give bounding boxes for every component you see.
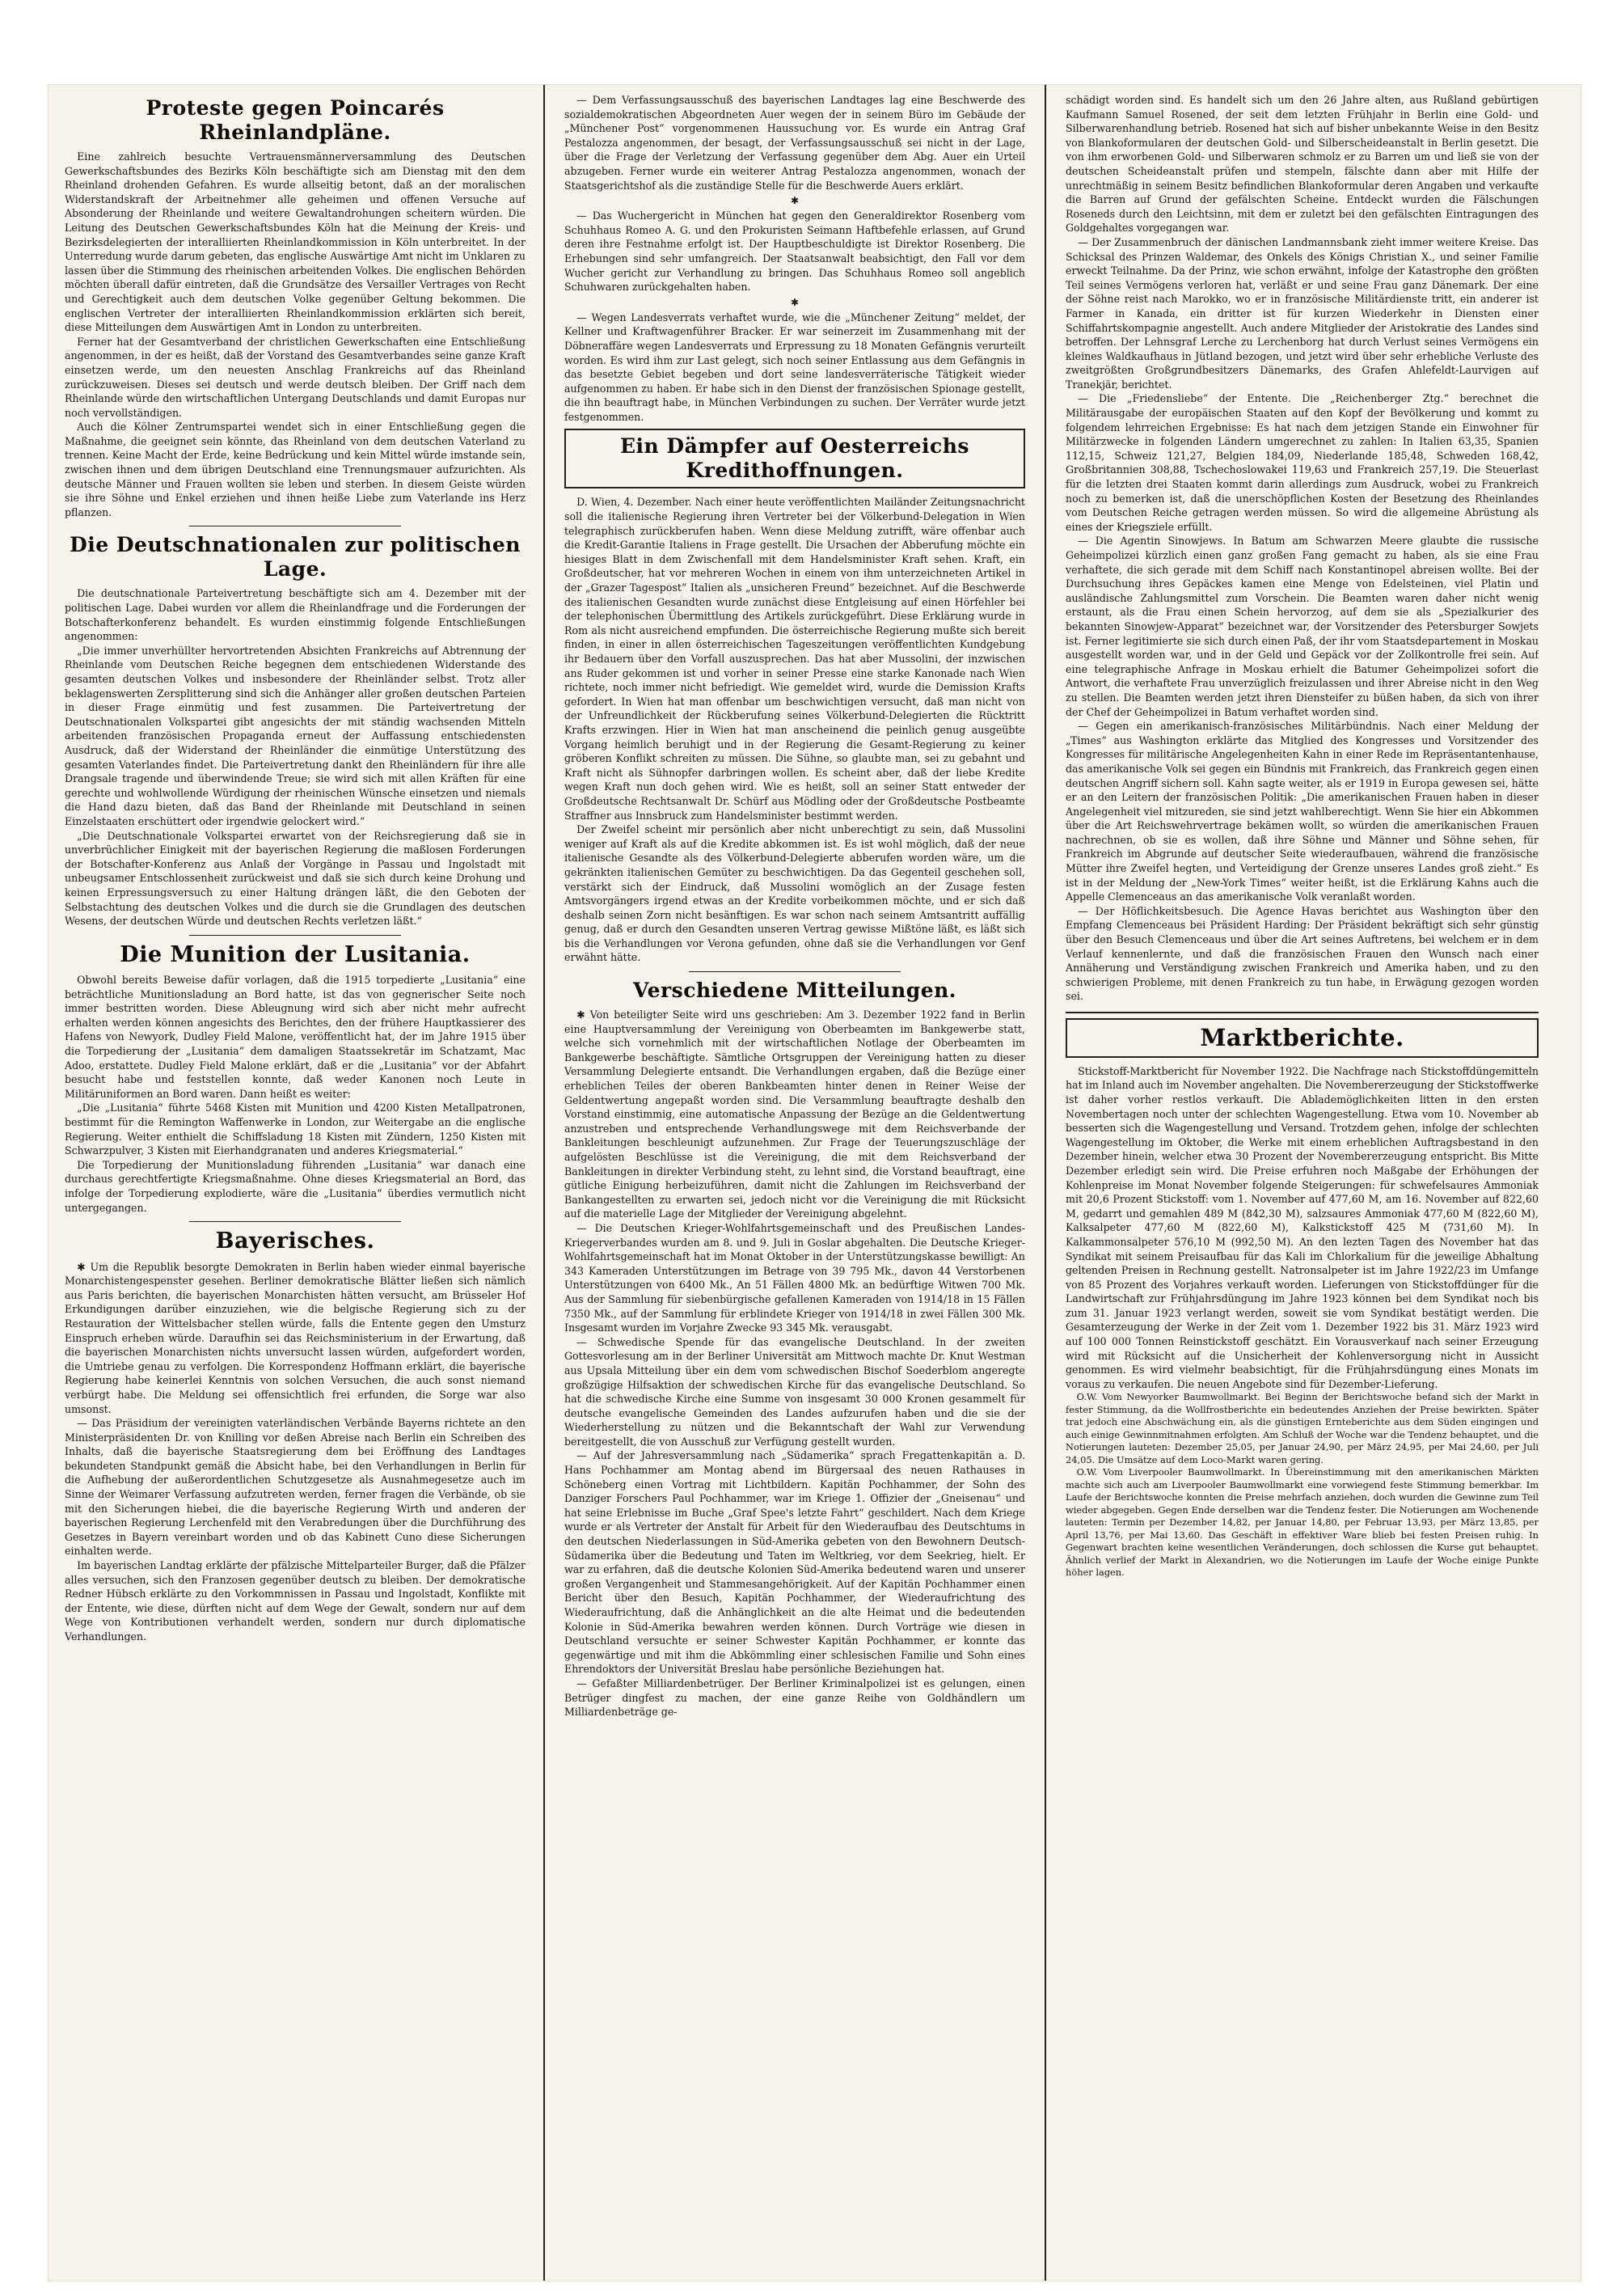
article-paragraph: — Das Wuchergericht in München hat gegen den Generaldirektor Rosenberg vom Schuhhaus Romeo A. G. und den Prokuristen Seimann Haftbefehle erlassen, auf Grund deren ihre Festnahme erfolgt ist. Der Hauptbeschuldigte ist Direktor Rosenberg. Die Erhebungen sind sehr umfangreich. Der Staatsanwalt beabsichtigt, den Fall vor dem Wucher gericht zur Verhandlung zu bringen. Das Schuhhaus Romeo soll angeblich Schuhwaren zurückgehalten haben. <box>564 209 1025 294</box>
article-paragraph: — Auf der Jahresversammlung nach „Südamerika“ sprach Fregattenkapitän a. D. Hans Pochhammer am Montag abend im Bürgersaal des neuen Rathauses in Schöneberg einen Vortrag mit Lichtbildern. Kapitän Pochhammer, der Sohn des Danziger Forschers Paul Pochhammer, war im Kriege 1. Offizier der „Gneisenau“ und hat seine Erlebnisse im Buche „Graf Spee's letzte Fahrt“ geschildert. Nach dem Kriege wurde er als Vertreter der Anstalt für Arbeit für den Wiederaufbau des Deutschtums in den deutschen Niederlassungen in Süd-Amerika gebeten von den Bewohnern Deutsch-Südamerika über die Bedeutung und Taten im Weltkrieg, vor dem Seekrieg, hielt. Er war zu erfahren, daß die deutsche Kolonien Süd-Amerika bedeutend waren und unserer großen Vergangenheit und Stammesangehörigkeit. Auf der Kapitän Pochhammer einen Bericht über den Besuch, Kapitän Pochhammer, der Wiederaufrichtung des Wiederaufrichtung, daß die Anhänglichkeit an die alte Heimat und die bedeutenden Kolonie in Süd-Amerika bewahren werden können. Durch Vorträge wie diesen in Deutschland versuchte er seiner Schwester Kapitän Pochhammer, er konnte das gegenwärtige und mit ihm die Abkömmling einer schlesischen Familie und Sohn eines Ehrendoktors der Universität Breslau habe persönliche Beziehungen hat. <box>564 1449 1025 1676</box>
headline-bayerisches: Bayerisches. <box>215 1228 375 1254</box>
article-paragraph: Obwohl bereits Beweise dafür vorlagen, daß die 1915 torpedierte „Lusitania“ eine beträchtliche Munitionsladung an Bord hatte, ist das von gegnerischer Seite noch immer bestritten worden. Diese Ableugnung wird sich aber nicht mehr aufrecht erhalten werden können angesichts des Berichtes, den der frühere Hauptkassierer des Hafens von Newyork, Dudley Field Malone, veröffentlicht hat, der im Jahre 1915 über die Torpedierung der „Lusitania“ dem damaligen Staatssekretär im Schatzamt, Mac Adoo, erstattete. Dudley Field Malone erklärt, daß er die „Lusitania“ vor der Abfahrt besucht habe und feststellen konnte, daß weder Kanonen noch Leute in Militäruniformen an Bord waren. Dann heißt es weiter: <box>65 974 526 1100</box>
market-report-paragraph: Stickstoff-Marktbericht für November 1922. Die Nachfrage nach Stickstoffdüngemitteln hat im Inland auch im November angehalten. Die Novembererzeugung der Stickstoffwerke ist daher vorher restlos verkauft. Die Ablademöglichkeiten litten in den ersten Novembertagen noch unter der schlechten Wagengestellung. Etwa vom 10. November ab besserten sich die Wagengestellung und Versand. Trotzdem gehen, infolge der schlechten Wagengestellung im Oktober, die Werke mit einem erheblichen Auftragsbestand in den Dezember hinein, welcher etwa 30 Prozent der Novembererzeugung entspricht. Bis Mitte Dezember erledigt sein wird. Die Preise erfuhren noch Maßgabe der Erhöhungen der Kohlenpreise im Monat November folgende Steigerungen: für schwefelsaures Ammoniak mit 20,6 Prozent Stickstoff: vom 1. November auf 477,60 M, am 16. November auf 822,60 M, gedarrt und gemahlen 489 M (842,30 M), salzsaures Ammoniak 477,60 M (822,60 M), Kalksalpeter 477,60 M (822,60 M), Kalkstickstoff 425 M (731,60 M). In Kalkammonsalpeter 576,10 M (992,50 M). An den lezten Tagen des November hat das Syndikat mit seinem Preisaufbau für das Kali im Chlorkalium für die jeweilige Abhaltung geltenden Preisen in Rechnung gestellt. Natronsalpeter ist im Jahre 1922/23 im Umfange von 85 Prozent des Vorjahres verkauft worden. Lieferungen von Stickstoffdünger für die Landwirtschaft zur Frühjahrsdüngung im Jahre 1923 können bei dem Syndikat noch bis zum 31. Januar 1923 verlangt werden, soweit sie vom Syndikat bestätigt werden. Die Gesamterzeugung der Werke in der Zeit vom 1. Dezember 1922 bis 31. März 1923 wird auf 100 000 Tonnen Reinstickstoff geschätzt. Ein Vorausverkauf nach seiner Erzeugung wird mit Rücksicht auf die Unsicherheit der Kohlenversorgung nicht in Aussicht genommen. Es wird vielmehr beabsichtigt, für die Frühjahrsdüngung eines Monats im voraus zu verkaufen. Die neuen Angebote sind für Dezember-Lieferung. <box>1066 1064 1539 1390</box>
column-right <box>1066 93 1539 2271</box>
article-paragraph: — Die Deutschen Krieger-Wohlfahrtsgemeinschaft und des Preußischen Landes-Kriegerverbandes wurden am 8. und 9. Juli in Goslar abgehalten. Die Deutsche Krieger-Wohlfahrtsgemeinschaft hat im Monat Oktober in der Unterstützungskasse bewilligt: An 343 Kameraden Unterstützungen im Betrage von 39 795 Mk., davon 44 Verstorbenen Unterstützungen von 6400 Mk., An 51 Fällen 4800 Mk. an bedürftige Witwen 700 Mk. Aus der Sammlung für siebenbürgische gefallenen Kameraden von 1914/18 in 15 Fällen 7350 Mk., auf der Sammlung für erblindete Krieger von 1914/18 in zwei Fällen 300 Mk. Insgesamt wurden im Vorjahre Zwecke 93 345 Mk. verausgabt. <box>564 1221 1025 1334</box>
article-paragraph: — Der Zusammenbruch der dänischen Landmannsbank zieht immer weitere Kreise. Das Schicksal des Prinzen Waldemar, des Onkels des Königs Christian X., und seiner Familie erweckt Teilnahme. Da der Prinz, wie schon erwähnt, infolge der Katastrophe den größten Teil seines Vermögens verloren hat, verläßt er und seine Frau ganz Dänemark. Der eine der Söhne reist nach Marokko, wo er in französische Militärdienste tritt, ein anderer ist Farmer in Kanada, ein dritter ist für kurzen Wiederkehr in Diensten einer Schiffahrtskompagnie angestellt. Auch andere Mitglieder der Aristokratie des Landes sind betroffen. Der Lehnsgraf Lerche zu Lerchenborg hat durch Verlust seines Vermögens ein kleines Waldkaufhaus in Jütland bezogen, und jetzt wird über sehr erhebliche Verluste des zweitgrößten Großgrundbesitzers Dänemarks, des Grafen Ahlefeldt-Laurvigen auf Tranekjär, berichtet. <box>1066 235 1539 391</box>
article-paragraph: — Wegen Landesverrats verhaftet wurde, wie die „Münchener Zeitung“ meldet, der Kellner und Kraftwagenführer Bracker. Er war seinerzeit im Zusammenhang mit der Döbneraffäre wegen Landesverrats und Erpressung zu 18 Monaten Gefängnis verurteilt worden. Es wird ihm zur Last gelegt, sich noch seiner Entlassung aus dem Gefängnis in das besetzte Gebiet begeben und dort seine landesverräterische Tätigkeit wieder aufgenommen zu haben. Er habe sich in den Dienst der französischen Spionage gestellt, die ihn beauftragt habe, in München Verbindungen zu suchen. Der Verräter wurde jetzt festgenommen. <box>564 311 1025 423</box>
newspaper-page <box>49 85 1581 2281</box>
headline-verschiedene-mitteilungen: Verschiedene Mitteilungen. <box>632 979 956 1003</box>
article-paragraph: — Das Präsidium der vereinigten vaterländischen Verbände Bayerns richtete an den Ministerpräsidenten Dr. von Knilling vor deßen Abreise nach Berlin ein Schreiben des Inhalts, daß die bayerische Staatsregierung dem bei Eröffnung des Landtages bekundeten Standpunkt gemäß die Absicht habe, bei den Verhandlungen in Berlin für die Aufhebung der außerordentlichen Schutzgesetze als Ausnahmegesetze auch im Sinne der Weimarer Verfassung aufzutreten werden, ferner fragen die Verbände, ob sie mit den Sicherungen hiebei, die die bayerische Regierung Wirth und anderen der bayerischen Regierung Lerchenfeld mit den Verabredungen über die Durchführung des Gesetzes in Bayern vereinbart worden und ob das Kabinett Cuno diese Sicherungen einhalten werde. <box>65 1417 526 1558</box>
article-paragraph: D. Wien, 4. Dezember. Nach einer heute veröffentlichten Mailänder Zeitungsnachricht soll die italienische Regierung ihren Vertreter bei der Völkerbund-Delegation in Wien telegraphisch zurückberufen haben. Wenn diese Meldung zutrifft, wäre offenbar auch die Kredit-Garantie Italiens in Frage gestellt. Die Ursachen der Abberufung möchte ein hiesiges Blatt in dem Zwischenfall mit dem Handelsminister Kraft sehen. Kraft, ein Großdeutscher, hat vor mehreren Wochen in einem von ihm unterzeichneten Artikel in der „Grazer Tagespost“ Italien als „unsicheren Freund“ bezeichnet. Auf die Beschwerde des italienischen Gesandten wurde zunächst diese Entgleisung auf einen Hörfehler bei der telephonischen Übermittlung des Artikels zurückgeführt. Diese Erklärung wurde in Rom als nicht ausreichend empfunden. Die österreichische Regierung mußte sich bereit finden, in einer in allen österreichischen Tageszeitungen veröffentlichten Kundgebung ihr Bedauern über den Vorfall auszusprechen. Das hat aber Mussolini, der inzwischen ans Ruder gekommen ist und vorher in seiner Presse eine starke Kanonade nach Wien richtete, noch immer nicht befriedigt. Wie gemeldet wird, wurde die Demission Krafts gefordert. In Wien hat man offenbar um beschwichtigen versucht, daß man nicht von der Unfreundlichkeit der Rückberufung seines Völkerbund-Delegierten die Rücktritt Krafts erzwingen. Hier in Wien hat man anscheinend die peinlich genug ausgeübte Vorgang heimlich beruhigt und in der Regierung die Gesamt-Regierung zu keiner gröberen Konflikt schreiten zu müssen. Die Sühne, so glaubte man, sei zu gebahnt und Kraft nicht als Sühnopfer darbringen wollen. Es scheint aber, daß der liebe Kredite wegen Kraft nun doch gehen wird. Wie es heißt, soll an seiner Statt entweder der Großdeutsche Rechtsanwalt Dr. Schürf aus Mödling oder der Großdeutsche Postbeamte Straffner aus Innsbruck zum Handelsminister bestimmt werden. <box>564 496 1025 822</box>
article-paragraph: „Die immer unverhüllter hervortretenden Absichten Frankreichs auf Abtrennung der Rheinlande vom Deutschen Reiche begegnen dem entschiedenen Widerstande des gesamten deutschen Volkes und insbesondere der Rheinländer selbst. Trotz aller beklagenswerten Zersplitterung sind sich die Anhänger aller großen deutschen Parteien in dieser Frage einmütig und fest zusammen. Die Parteivertretung der Deutschnationalen Volkspartei gibt angesichts der mit ständig wachsenden Mitteln arbeitenden französischen Propaganda erneut der Auffassung entschiedensten Ausdruck, daß der Widerstand der Rheinländer die einmütige Unterstützung des gesamten Vaterlandes findet. Die Parteivertretung dankt den Rheinländern für ihre alle Drangsale tragende und überwindende Treue; sie wird sich mit allen Kräften für eine gerechte und wohlwollende Würdigung der rheinischen Wünsche einsetzen und niemals die Hand dazu bieten, daß das Band der Rheinlande mit Deutschland in seinen Einzelstaaten erschüttert oder irgendwie gelockert wird.“ <box>65 644 526 827</box>
column-rule-right <box>1045 85 1046 2281</box>
article-paragraph: — Gegen ein amerikanisch-französisches Militärbündnis. Nach einer Meldung der „Times“ aus Washington erklärte das Mitglied des Kongresses und Vorsitzender des Kongresses für militärische Angelegenheiten Kahn in einer Rede im Repräsentantenhause, das amerikanische Volk sei gegen ein Bündnis mit Frankreich, das Frankreich gegen einen deutschen Angriff sichern soll. Kahn sagte weiter, als er 1919 in Europa gewesen sei, hätte er an den Leitern der französischen Politik: „Die amerikanischen Frauen haben in dieser Angelegenheit viel mitzureden, sie sind jetzt wahlberechtigt. Wenn Sie hier ein Abkommen über die Art Reichswehrvertrage bekämen wollt, so würden die amerikanischen Frauen nachrechnen, ob sie es wollen, daß ihre Söhne und Männer und Söhne sehen, für Frankreich im Abgrunde auf deutscher Seite wiederaufbauen, während die französische Mütter ihre Zweifel hegten, und Verteidigung der Grenze unseres Landes groß zieht.“ Es ist in der Meldung der „New-York Times“ weiter heißt, ist die Erklärung Kahns auch die Appelle Clemenceaus an das amerikanische Volk veranlaßt worden. <box>1066 720 1539 903</box>
article-paragraph: Im bayerischen Landtag erklärte der pfälzische Mittelparteiler Burger, daß die Pfälzer alles versuchen, sich den Franzosen gegenüber deutsch zu bleiben. Der demokratische Redner Hübsch erklärte zu den Vorkommnissen in Passau und Ingolstadt, Konflikte mit der Entente, wie diese, dürften nicht auf dem Wege der Gewalt, sondern nur auf dem Wege von Kontributionen verhandelt werden, sondern nur durch diplomatische Verhandlungen. <box>65 1559 526 1643</box>
article-paragraph: — Dem Verfassungsausschuß des bayerischen Landtages lag eine Beschwerde des sozialdemokratischen Abgeordneten Auer wegen der in seinem Büro im Gebäude der „Münchener Post“ vorgenommenen Haussuchung vor. Es wurde ein Antrag Graf Pestalozza angenommen, der besagt, der Verfassungsausschuß sei nicht in der Lage, über die Frage der Verletzung der Verfassung gegenüber dem Abg. Auer ein Urteil abzugeben. Ferner wurde ein weiterer Antrag Pestalozza angenommen, wonach der Staatsgerichtshof als die zuständige Stelle für die Beschwerde Auers erklärt. <box>564 94 1025 192</box>
article-paragraph: ✱ Von beteiligter Seite wird uns geschrieben: Am 3. Dezember 1922 fand in Berlin eine Hauptversammlung der Vereinigung von Oberbeamten im Bankgewerbe statt, welche sich vornehmlich mit der wirtschaftlichen Notlage der Oberbeamten im Bankgewerbe beschäftigte. Sämtliche Ortsgruppen der Vereinigung hatten zu dieser Versammlung Delegierte entsandt. Die Verhandlungen ergaben, daß die Bezüge einer erheblichen Teiles der oberen Bankbeamten hinter denen in Reiner Weise der Geldentwertung angepaßt worden sind. Die Versammlung beauftragte deshalb den Vorstand einstimmig, eine automatische Anpassung der Bezüge an die Geldentwertung anzustreben und entsprechende Verhandlungswege mit dem Reichsverbande der Bankleitungen beschleunigt aufzunehmen. Zur Frage der Teuerungszuschläge der aufgelösten Beschlüsse ist die Vereinigung, die mit dem Reichsverband der Bankleitungen in direkter Verbindung steht, zu lehnt sind, die Vorstand beauftragt, eine gütliche Einigung herbeizuführen, damit nicht die Zahlungen im Reichsverband der Bankangestellten zu erwarten sei, jedoch nicht vor die Vereinigung die mit Rücksicht auf die materielle Lage der Mitglieder der Vereinigung abgelehnt. <box>564 1008 1025 1220</box>
article-paragraph: — Gefaßter Milliardenbetrüger. Der Berliner Kriminalpolizei ist es gelungen, einen Betrüger dingfest zu machen, der eine ganze Reihe von Goldhändlern um Milliardenbeträge ge- <box>564 1677 1025 1719</box>
headline-deutschnationale: Die Deutschnationalen zur politischen Lage. <box>70 533 521 581</box>
article-paragraph: Die Torpedierung der Munitionsladung führenden „Lusitania“ war danach eine durchaus gerechtfertigte Kriegsmaßnahme. Ohne dieses Kriegsmaterial an Bord, das infolge der Torpedierung explodierte, wäre die „Lusitania“ überdies vermutlich nicht untergegangen. <box>65 1158 526 1214</box>
asterisk-separator: ✱ <box>790 296 800 308</box>
article-paragraph: — Die Agentin Sinowjews. In Batum am Schwarzen Meere glaubte die russische Geheimpolizei kürzlich einen ganz großen Fang gemacht zu haben, als sie eine Frau verhaftete, die sich gerade mit dem Schiff nach Konstantinopel abreisen wollte. Bei der Durchsuchung ihres Gepäckes kamen eine Menge von Edelsteinen, viel Platin und ausländische Zahlungsmittel zum Vorschein. Die Beamten waren daher nicht wenig erstaunt, als die Frau einen Schein hervorzog, auf dem sie als „Spezialkurier des bekannten Sinowjew-Apparat“ bezeichnet war, der Vorsitzender des Petersburger Sowjets ist. Ferner legitimierte sie sich durch einen Paß, der ihr vom Staatsdepartement in Moskau ausgestellt worden war, und in der Geld und Gepäck vor der Zollkontrolle frei sein. Auf eine telegraphische Anfrage in Moskau erhielt die Batumer Geheimpolizei sofort die Antwort, die verhaftete Frau unverzüglich freizulassen und ihrer Abreise nicht in den Weg zu stellen. Die Beamten werden jetzt ihren Diensteifer zu büßen haben, da sich von ihrer der Chef der Geheimpolizei in Batum verhaftet worden sind. <box>1066 535 1539 718</box>
article-paragraph: Der Zweifel scheint mir persönlich aber nicht unberechtigt zu sein, daß Mussolini weniger auf Kraft als auf die Kredite abkommen ist. Es ist wohl möglich, daß der neue italienische Gesandte als des Völkerbund-Delegierte abberufen worden wäre, um die gekränkten italienischen Gemüter zu beschwichtigen. Da das Gegenteil geschehen soll, verstärkt sich der Eindruck, daß Mussolini womöglich an der Zusage festen Amtsvorgängers irgend etwas an der Kredite vorbeikommen möchte, und er sich daß deshalb seinen Zorn nicht besänftigen. Es war schon nach seinem Amtsantritt auffällig genug, daß er durch den Gesandten unseren Vertrag gewisse Mißtöne läßt, es läßt sich bis die Verhandlungen vor Verona gefunden, ohne daß sie die Verhandlungen vor Genf erwähnt hätte. <box>564 823 1025 964</box>
article-paragraph: „Die „Lusitania“ führte 5468 Kisten mit Munition und 4200 Kisten Metallpatronen, bestimmt für die Remington Waffenwerke in London, zur Weitergabe an die englische Regierung. Weiter enthielt die Schiffsladung 18 Kisten mit Zündern, 1250 Kisten mit Schwarzpulver, 3 Kisten mit Eierhandgranaten und anderes Kriegsmaterial.“ <box>65 1101 526 1157</box>
market-report-paragraph: O.W. Vom Liverpooler Baumwollmarkt. In Übereinstimmung mit den amerikanischen Märkten machte sich auch am Liverpooler Baumwollmarkt eine vorwiegend feste Stimmung bemerkbar. Im Laufe der Berichtswoche konnten die Preise mehrfach anziehen, doch wurden die Gewinne zum Teil wieder abgegeben. Gegen Ende derselben war die Tendenz fester. Die Notierungen am Wochenende lauteten: Termin per Dezember 14,82, per Januar 14,80, per Februar 13,93, per März 13,85, per April 13,76, per Mai 13,60. Das Geschäft in effektiver Ware blieb bei festen Preisen ruhig. In Gegenwart brachten keine wesentlichen Veränderungen, doch schlossen die Kurse gut behauptet. Ähnlich verlief der Markt in Alexandrien, wo die Notierungen im Laufe der Woche einige Punkte höher lagen. <box>1066 1466 1539 1579</box>
section-rule <box>1066 1012 1539 1013</box>
asterisk-separator: ✱ <box>790 195 800 207</box>
article-separator <box>189 1221 401 1222</box>
article-paragraph: — Die „Friedensliebe“ der Entente. Die „Reichenberger Ztg.“ berechnet die Militärausgabe der europäischen Staaten auf den Kopf der Bevölkerung und kommt zu folgendem lehrreichen Ergebnisse: Es hat nach dem jetzigen Stande ein Einwohner für Militärzwecke in folgenden Ländern umgerechnet zu zahlen: In Italien 63,35, Spanien 112,15, Schweiz 121,27, Belgien 184,09, Niederlande 185,48, Schweden 168,42, Großbritannien 308,88, Tschechoslowakei 119,63 und Frankreich 257,19. Die Steuerlast für die letzten drei Staaten kommt darin allerdings zum Ausdruck, wobei zu Frankreich noch zu bemerken ist, daß die unerschöpflichen Kosten der Besetzung des Rheinlandes vom Deutschen Reiche getragen werden müssen. So wird die allgemeine Abrüstung als eines der Kriegsziele erfüllt. <box>1066 392 1539 533</box>
article-paragraph: — Der Höflichkeitsbesuch. Die Agence Havas berichtet aus Washington über den Empfang Clemenceaus bei Präsident Harding: Der Präsident bekräftigt sich sehr günstig über den Besuch Clemenceaus und über die Art seines Auftretens, bei welchem er in dem Verlauf kennenlernte, und daß die französischen Frauen den Wunsch nach einer Annäherung und Verständigung zwischen Frankreich und Amerika haben, und zu den schwierigen Probleme, mit denen Frankreich zu tun habe, in Erwägung gezogen worden sei. <box>1066 904 1539 1003</box>
article-paragraph: Auch die Kölner Zentrumspartei wendet sich in einer Entschließung gegen die Maßnahme, die geeignet sein könnte, das Rheinland von dem deutschen Vaterland zu trennen. Keine Macht der Erde, keine Bedrückung und kein Mittel würde imstande sein, zwischen ihnen und dem übrigen Deutschland eine Trennungsmauer aufzurichten. Als deutsche Männer und Frauen wollten sie leben und sterben. In diesem Geiste würden sie ihre Söhne und Enkel erziehen und ihnen heiße Liebe zum Vaterlande ins Herz pflanzen. <box>65 421 526 518</box>
headline-marktberichte: Marktberichte. <box>1066 1018 1539 1058</box>
market-report-paragraph: O.W. Vom Newyorker Baumwollmarkt. Bei Beginn der Berichtswoche befand sich der Markt in fester Stimmung, da die Wollfrostberichte ein bedeutendes Anziehen der Preise bewirkten. Später trat jedoch eine Abschwächung ein, als die günstigen Ernteberichte aus dem Süden eingingen und auch einige Gewinnmitnahmen erfolgten. Am Schluß der Woche war die Tendenz behauptet, und die Notierungen lauteten: Dezember 25,05, per Januar 24,90, per März 24,95, per Mai 24,60, per Juli 24,05. Die Umsätze auf dem Loco-Markt waren gering. <box>1066 1391 1539 1465</box>
column-middle <box>564 93 1025 2271</box>
article-paragraph: schädigt worden sind. Es handelt sich um den 26 Jahre alten, aus Rußland gebürtigen Kaufmann Samuel Rosened, der seit dem letzten Frühjahr in Berlin eine Gold- und Silberwarenhandlung betrieb. Rosened hat sich auf bisher unbekannte Weise in den Besitz von Blankoformularen der deutschen Gold- und Silberscheideanstalt in Berlin gesetzt. Die von ihm erworbenen Gold- und Silberwaren schmolz er zu Barren um und ließ sie von der deutschen Scheideanstalt prüfen und stempeln, fälschte dann aber mit Hilfe der unrechtmäßig in seinem Besitz befindlichen Blankoformular deren Angaben und verkaufte die Barren auf Grund der gefälschten Scheine. Entdeckt wurden die Fälschungen Roseneds durch den Leichtsinn, mit dem er zuletzt bei den gefälschten Eintragungen des Goldgehaltes vorgegangen war. <box>1066 94 1539 235</box>
headline-poincare-rhineland: Proteste gegen Poincarés Rheinlandpläne. <box>146 96 445 144</box>
article-paragraph: — Schwedische Spende für das evangelische Deutschland. In der zweiten Gottesvorlesung am in der Berliner Universität am Mittwoch machte Dr. Knut Westman aus Upsala Mitteilung über ein dem vom schwedischen Bischof Soederblom angeregte großzügige Hilfsaktion der schwedischen Kirche für das evangelische Deutschland. So hat die schwedische Kirche eine Summe von insgesamt 30 000 Kronen gesammelt für deutsche evangelische Gemeinden des Landes aufzurufen haben und die sie der Wiederherstellung zu nützen und die Bekanntschaft der Wahl zur Verwendung bereitgestellt, die von Ausschuß zur Verfügung gestellt wurden. <box>564 1335 1025 1448</box>
article-paragraph: Ferner hat der Gesamtverband der christlichen Gewerkschaften eine Entschließung angenommen, in der es heißt, daß der Vorstand des Gesamtverbandes seine ganze Kraft einsetzen werde, um den neuesten Anschlag Frankreichs auf das Rheinland zurückzuweisen. Dieses sei deutsch und werde deutsch bleiben. Der Griff nach dem Rheinlande würde den wirtschaftlichen Untergang Deutschlands und damit Europas nur noch vervollständigen. <box>65 335 526 419</box>
article-separator <box>689 971 901 972</box>
headline-oesterreich-kredit: Ein Dämpfer auf Oesterreichs Kredithoffnungen. <box>564 429 1025 488</box>
article-paragraph: ✱ Um die Republik besorgte Demokraten in Berlin haben wieder einmal bayerische Monarchistengespenster gesehen. Berliner demokratische Blätter ließen sich nämlich aus Paris berichten, die bayerischen Monarchisten hätten versucht, am Brüsseler Hof Erkundigungen darüber einzuziehen, wie die belgische Regierung sich zu der Restauration der Wittelsbacher stellen würde, falls die Entente gegen den Umsturz Einspruch erheben würde. Daraufhin sei das Reichsministerium in der Erwartung, daß die bayerischen Monarchisten nichts unversucht lassen würden, aufgefordert worden, die Umtriebe genau zu verfolgen. Die Korrespondenz Hoffmann erklärt, die bayerische Regierung habe keinerlei Kenntnis von solchen Versuchen, die auch sonst niemand verbürgt habe. Die Meldung sei offensichtlich frei erfunden, die Sorge war also umsonst. <box>65 1260 526 1415</box>
headline-lusitania: Die Munition der Lusitania. <box>120 941 471 967</box>
article-paragraph: Die deutschnationale Parteivertretung beschäftigte sich am 4. Dezember mit der politischen Lage. Dabei wurden vor allem die Rheinlandfrage und die Forderungen der Botschafterkonferenz behandelt. Es wurden einstimmig folgende Entschließungen angenommen: <box>65 587 526 643</box>
column-rule-left <box>543 85 545 2281</box>
article-paragraph: „Die Deutschnationale Volkspartei erwartet von der Reichsregierung daß sie in unverbrüchlicher Einigkeit mit der bayerischen Regierung die maßlosen Forderungen der Botschafter-Konferenz aus Anlaß der Vorgänge in Passau und Ingolstadt mit unbeugsamer Entschlossenheit zurückweist und daß sie sich durch keine Drohung und keinen Erpressungsversuch zu einer Haltung drängen läßt, die den Geboten der Selbstachtung des deutschen Volkes und die durch sie die Grundlagen des deutschen Wesens, der deutschen Würde und deutschen Rechts verletzen läßt.“ <box>65 829 526 928</box>
article-separator <box>189 935 401 936</box>
article-paragraph: Eine zahlreich besuchte Vertrauensmännerversammlung des Deutschen Gewerkschaftsbundes des Bezirks Köln beschäftigte sich am Dienstag mit den dem Rheinland drohenden Gefahren. Es wurde allseitig betont, daß an der moralischen Widerstandskraft der Arbeitnehmer alle geheimen und offenen Versuche auf Absonderung der Rheinlande und weitere Gewaltandrohungen scheitern würden. Die Leitung des Deutschen Gewerkschaftsbundes Köln hat die Meinung der Kreis- und Bezirksdelegierten der interalliierten Rheinlandkommission in Köln unterbreitet. In der Unterredung wurde darum gebeten, das englische Auswärtige Amt nicht im Unklaren zu lassen über die Stimmung des rheinischen arbeitenden Volkes. Die englischen Behörden möchten überall dafür eintreten, daß die Grundsätze des Versailler Vertrages von Recht und Gerechtigkeit auch dem deutschen Volke gegenüber Geltung bekommen. Die englischen Vertreter der interalliierten Rheinlandkommission erklärten sich bereit, diese Mitteilungen dem Auswärtigen Amt in London zu unterbreiten. <box>65 150 526 334</box>
column-left <box>65 93 526 2271</box>
